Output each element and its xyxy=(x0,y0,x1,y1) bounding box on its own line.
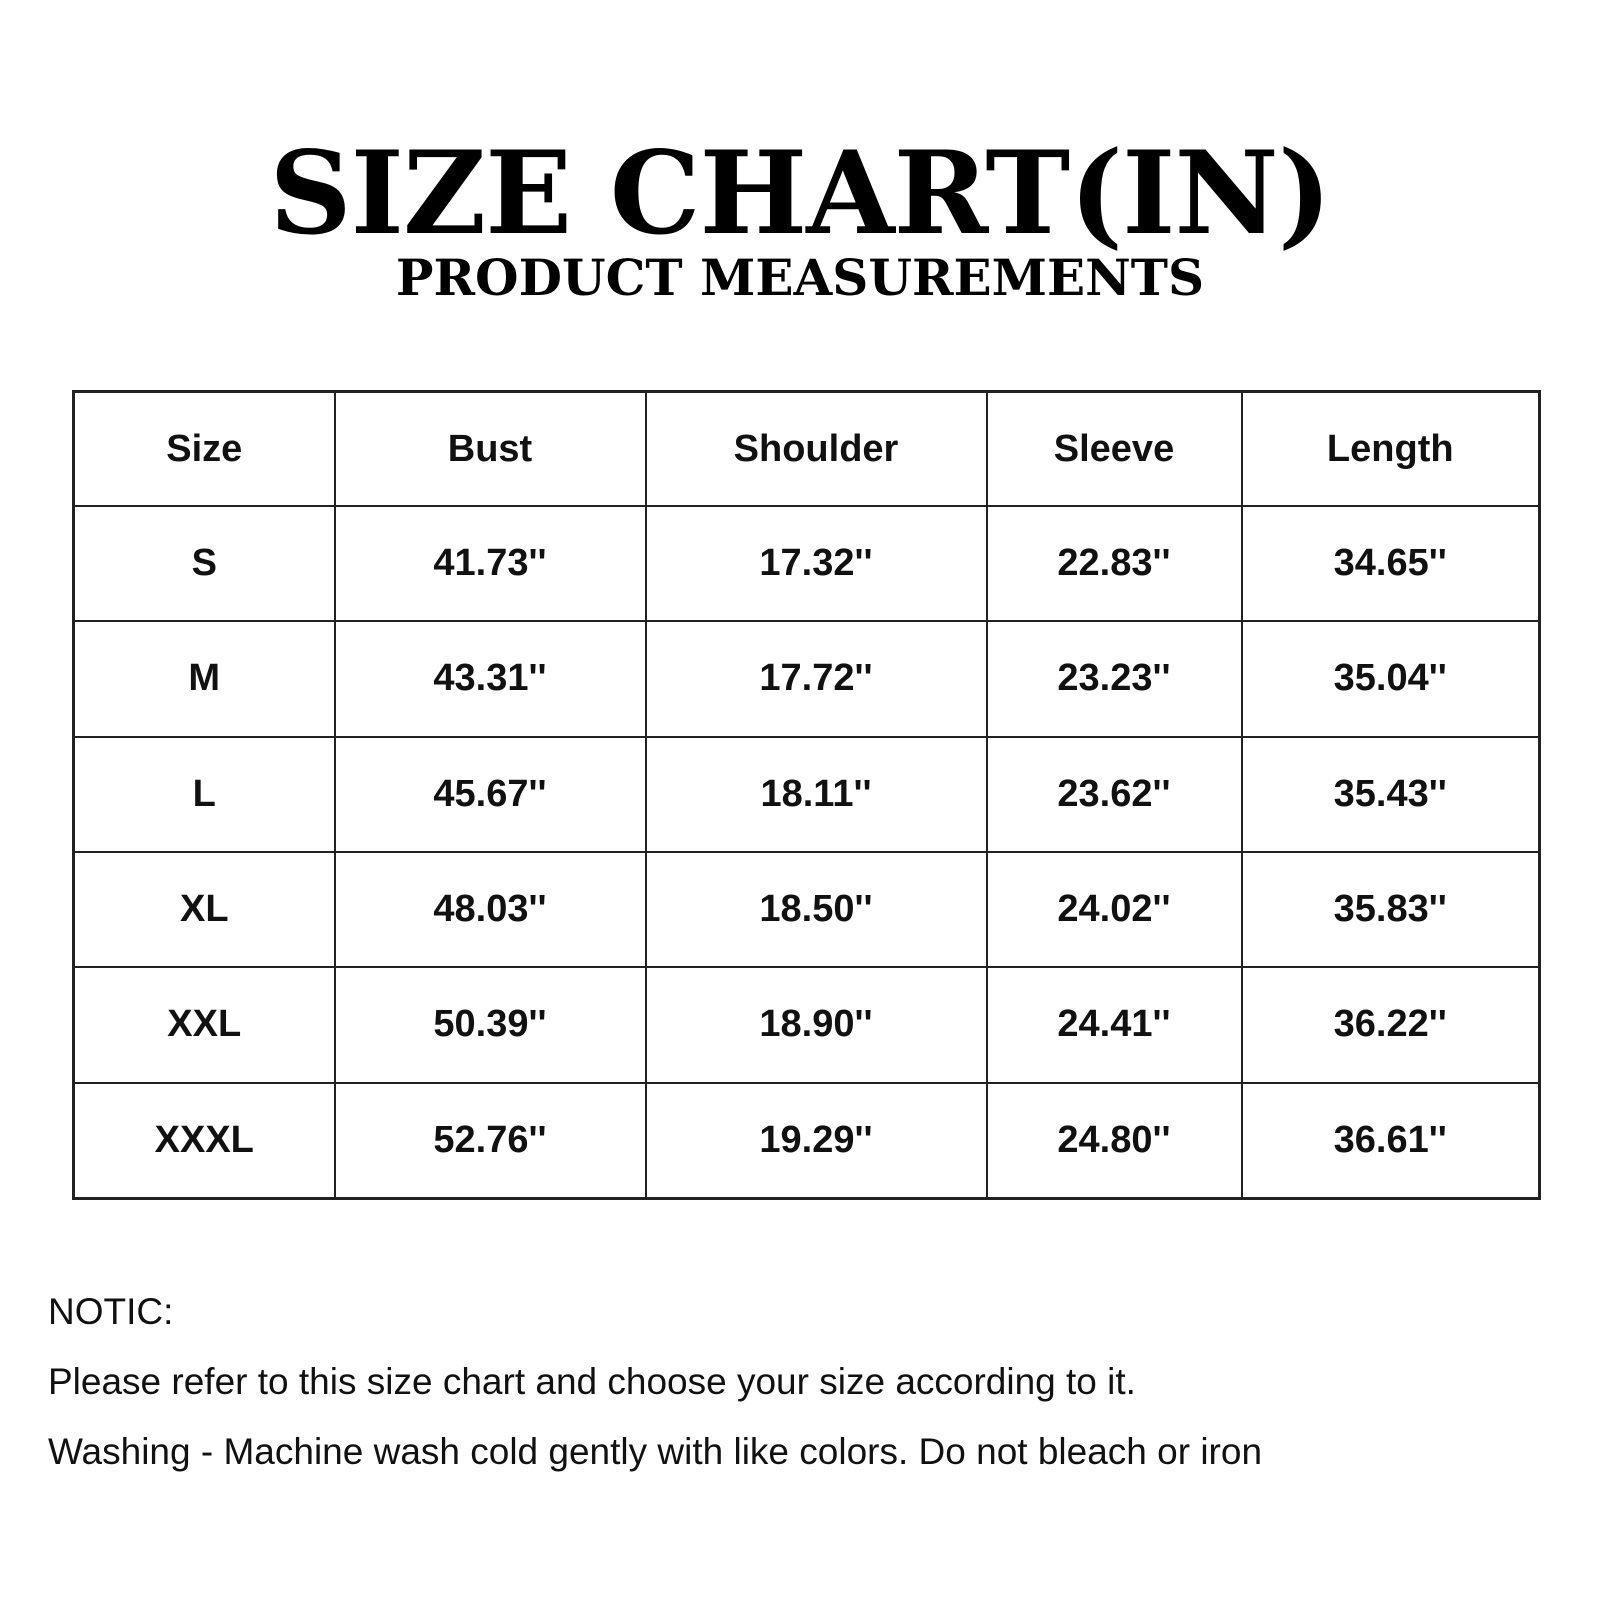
sleeve-cell: 24.41'' xyxy=(987,967,1242,1082)
shoulder-cell: 18.90'' xyxy=(646,967,987,1082)
table-row xyxy=(74,621,1540,736)
page-title: SIZE CHART(IN) xyxy=(269,126,1331,260)
bust-cell: 48.03'' xyxy=(335,852,646,967)
table-row xyxy=(74,506,1540,621)
notes-section xyxy=(48,1290,1262,1500)
length-cell: 35.83'' xyxy=(1242,852,1540,967)
length-cell: 35.43'' xyxy=(1242,737,1540,852)
sleeve-cell: 23.23'' xyxy=(987,621,1242,736)
table-row xyxy=(74,967,1540,1082)
notes-line-sizing: Please refer to this size chart and choose your size according to it. xyxy=(48,1361,1136,1402)
bust-cell: 45.67'' xyxy=(335,737,646,852)
table-row xyxy=(74,1083,1540,1199)
size-cell: L xyxy=(74,737,335,852)
size-cell: S xyxy=(74,506,335,621)
table-row xyxy=(74,737,1540,852)
shoulder-cell: 18.50'' xyxy=(646,852,987,967)
size-chart-table xyxy=(72,390,1541,1200)
sleeve-cell: 24.80'' xyxy=(987,1083,1242,1199)
notes-line-washing: Washing - Machine wash cold gently with like colors. Do not bleach or iron xyxy=(48,1431,1263,1472)
size-cell: M xyxy=(74,621,335,736)
shoulder-cell: 18.11'' xyxy=(646,737,987,852)
size-cell: XL xyxy=(74,852,335,967)
length-cell: 36.61'' xyxy=(1242,1083,1540,1199)
page-subtitle: PRODUCT MEASUREMENTS xyxy=(395,248,1205,307)
shoulder-cell: 19.29'' xyxy=(646,1083,987,1199)
table-header-row xyxy=(74,392,1540,507)
column-header-size: Size xyxy=(74,392,335,507)
bust-cell: 50.39'' xyxy=(335,967,646,1082)
shoulder-cell: 17.32'' xyxy=(646,506,987,621)
sleeve-cell: 22.83'' xyxy=(987,506,1242,621)
length-cell: 36.22'' xyxy=(1242,967,1540,1082)
bust-cell: 41.73'' xyxy=(335,506,646,621)
notes-heading: NOTIC: xyxy=(48,1291,174,1332)
length-cell: 35.04'' xyxy=(1242,621,1540,736)
shoulder-cell: 17.72'' xyxy=(646,621,987,736)
sleeve-cell: 23.62'' xyxy=(987,737,1242,852)
column-header-length: Length xyxy=(1242,392,1540,507)
bust-cell: 43.31'' xyxy=(335,621,646,736)
bust-cell: 52.76'' xyxy=(335,1083,646,1199)
column-header-bust: Bust xyxy=(335,392,646,507)
size-cell: XXL xyxy=(74,967,335,1082)
length-cell: 34.65'' xyxy=(1242,506,1540,621)
size-cell: XXXL xyxy=(74,1083,335,1199)
column-header-shoulder: Shoulder xyxy=(646,392,987,507)
sleeve-cell: 24.02'' xyxy=(987,852,1242,967)
table-row xyxy=(74,852,1540,967)
column-header-sleeve: Sleeve xyxy=(987,392,1242,507)
